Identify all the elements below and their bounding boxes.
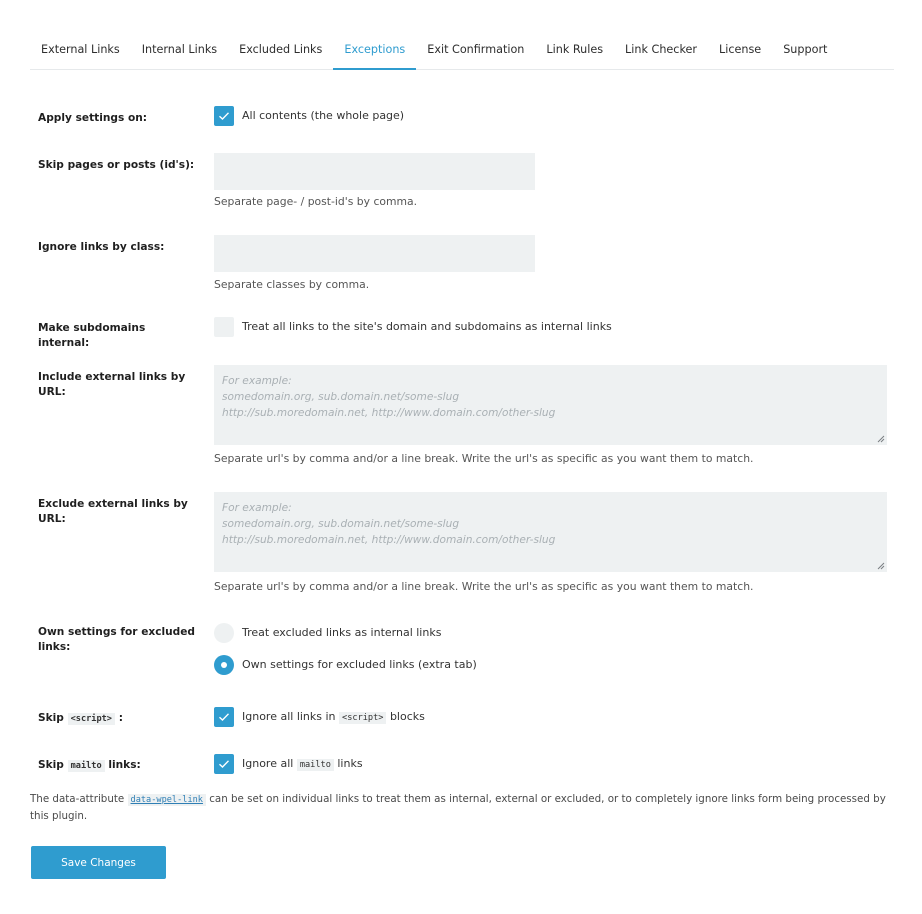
skip-mailto-text-code: mailto xyxy=(297,759,334,771)
skip-script-text-pre: Ignore all links in xyxy=(242,710,336,723)
include-urls-label: Include external links by URL: xyxy=(38,371,186,398)
skip-mailto-text xyxy=(242,757,363,772)
data-attribute-note xyxy=(30,791,890,824)
tab-exceptions[interactable]: Exceptions xyxy=(333,30,416,70)
note-post: can be set on individual links to treat them as internal, external or excluded, or to completely ignore links form being processed by this plugin. xyxy=(30,793,886,822)
checkmark-icon xyxy=(218,759,230,769)
tab-support[interactable]: Support xyxy=(783,42,828,56)
skip-pages-label: Skip pages or posts (id's): xyxy=(38,159,195,171)
skip-mailto-label xyxy=(38,758,198,774)
include-urls-placeholder-line: somedomain.org, sub.domain.net/some-slug xyxy=(222,391,460,403)
skip-script-label xyxy=(38,711,198,727)
ignore-class-input[interactable] xyxy=(214,235,535,272)
tab-exit-confirmation[interactable]: Exit Confirmation xyxy=(427,42,525,56)
tab-external-links[interactable]: External Links xyxy=(41,42,120,56)
include-urls-placeholder-line: http://sub.moredomain.net, http://www.domain.com/other-slug xyxy=(222,407,556,419)
skip-pages-help: Separate page- / post-id's by comma. xyxy=(214,195,418,208)
exclude-urls-help: Separate url's by comma and/or a line break. Write the url's as specific as you want them to match. xyxy=(214,580,754,593)
skip-mailto-label-post: links: xyxy=(108,759,141,771)
include-urls-textarea[interactable] xyxy=(214,365,887,445)
settings-tabs xyxy=(30,30,894,70)
exclude-urls-placeholder-line: somedomain.org, sub.domain.net/some-slug xyxy=(222,518,460,530)
skip-mailto-text-pre: Ignore all xyxy=(242,757,294,770)
skip-script-text-code: <script> xyxy=(339,712,386,724)
data-attribute-link[interactable]: data-wpel-link xyxy=(128,794,206,806)
save-changes-button[interactable]: Save Changes xyxy=(31,846,166,879)
exclude-urls-placeholder-line: For example: xyxy=(222,502,292,514)
apply-all-contents-text: All contents (the whole page) xyxy=(242,109,405,122)
tab-internal-links[interactable]: Internal Links xyxy=(141,42,218,56)
skip-script-text-post: blocks xyxy=(389,710,425,723)
tab-link-rules[interactable]: Link Rules xyxy=(546,42,604,56)
apply-all-contents-checkbox[interactable] xyxy=(214,106,234,126)
tab-license[interactable]: License xyxy=(719,42,762,56)
skip-mailto-label-code: mailto xyxy=(68,760,105,772)
skip-pages-input[interactable] xyxy=(214,153,535,190)
ignore-class-label: Ignore links by class: xyxy=(38,241,165,253)
apply-settings-label: Apply settings on: xyxy=(38,112,148,124)
skip-script-label-code: <script> xyxy=(68,713,115,725)
tab-link-checker[interactable]: Link Checker xyxy=(625,42,698,56)
exclude-urls-textarea[interactable] xyxy=(214,492,887,572)
resize-handle-icon[interactable] xyxy=(877,435,885,443)
tab-excluded-links[interactable]: Excluded Links xyxy=(239,42,323,56)
subdomains-text: Treat all links to the site's domain and subdomains as internal links xyxy=(242,320,612,333)
checkmark-icon xyxy=(218,712,230,722)
excluded-settings-label: Own settings for excluded links: xyxy=(38,626,196,653)
skip-script-text xyxy=(242,710,425,725)
skip-script-checkbox[interactable] xyxy=(214,707,234,727)
skip-script-label-post: : xyxy=(118,712,123,724)
include-urls-help: Separate url's by comma and/or a line break. Write the url's as specific as you want them to match. xyxy=(214,452,754,465)
excluded-as-internal-text: Treat excluded links as internal links xyxy=(242,626,442,639)
skip-mailto-text-post: links xyxy=(337,757,363,770)
excluded-own-settings-text: Own settings for excluded links (extra tab) xyxy=(242,658,477,671)
ignore-class-help: Separate classes by comma. xyxy=(214,278,370,291)
skip-mailto-label-pre: Skip xyxy=(38,759,64,771)
exclude-urls-placeholder-line: http://sub.moredomain.net, http://www.domain.com/other-slug xyxy=(222,534,556,546)
include-urls-placeholder-line: For example: xyxy=(222,375,292,387)
skip-mailto-checkbox[interactable] xyxy=(214,754,234,774)
exclude-urls-label: Exclude external links by URL: xyxy=(38,498,188,525)
excluded-as-internal-radio[interactable] xyxy=(214,623,234,643)
subdomains-checkbox[interactable] xyxy=(214,317,234,337)
checkmark-icon xyxy=(218,111,230,121)
subdomains-label: Make subdomains internal: xyxy=(38,322,146,349)
excluded-own-settings-radio[interactable] xyxy=(214,655,234,675)
skip-script-label-pre: Skip xyxy=(38,712,64,724)
resize-handle-icon[interactable] xyxy=(877,562,885,570)
note-pre: The data-attribute xyxy=(30,793,125,805)
